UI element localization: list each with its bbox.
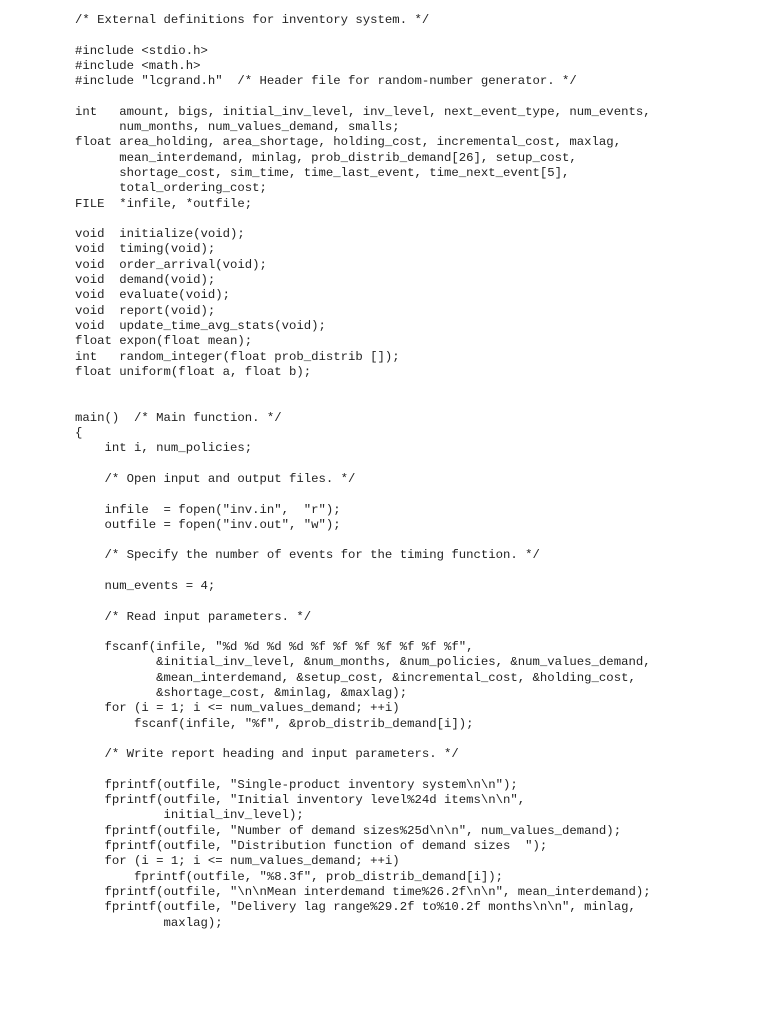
code-line (75, 89, 755, 104)
code-line (75, 732, 755, 747)
code-line (75, 763, 755, 778)
code-line: float uniform(float a, float b); (75, 364, 312, 379)
code-line: for (i = 1; i <= num_values_demand; ++i) (75, 701, 400, 716)
code-line: num_months, num_values_demand, smalls; (75, 120, 400, 135)
code-line (75, 564, 755, 579)
code-line: void update_time_avg_stats(void); (75, 318, 326, 333)
code-line: /* Specify the number of events for the timing function. */ (75, 548, 540, 563)
code-line: main() /* Main function. */ (75, 410, 282, 425)
code-line (75, 533, 755, 548)
code-line: &mean_interdemand, &setup_cost, &incremental_cost, &holding_cost, (75, 670, 636, 685)
code-line: num_events = 4; (75, 578, 216, 593)
code-line (75, 625, 755, 640)
code-line (75, 457, 755, 472)
code-line: fprintf(outfile, "Distribution function of demand sizes "); (75, 839, 548, 854)
code-line (75, 212, 755, 227)
code-line: outfile = fopen("inv.out", "w"); (75, 517, 341, 532)
code-line: int amount, bigs, initial_inv_level, inv_level, next_event_type, num_events, (75, 104, 651, 119)
code-line: void initialize(void); (75, 227, 245, 242)
code-line: float expon(float mean); (75, 334, 253, 349)
code-line: /* Open input and output files. */ (75, 471, 356, 486)
code-line: maxlag); (75, 915, 223, 930)
code-line: fscanf(infile, "%d %d %d %d %f %f %f %f %f %f %f", (75, 640, 474, 655)
code-line: void demand(void); (75, 273, 216, 288)
code-line: #include "lcgrand.h" /* Header file for random-number generator. */ (75, 74, 577, 89)
code-line: /* Read input parameters. */ (75, 609, 312, 624)
code-line (75, 28, 755, 43)
code-line: fprintf(outfile, "%8.3f", prob_distrib_demand[i]); (75, 869, 504, 884)
code-line: &shortage_cost, &minlag, &maxlag); (75, 686, 408, 701)
code-line: fprintf(outfile, "Single-product inventory system\n\n"); (75, 777, 518, 792)
code-line: { (75, 426, 83, 441)
code-line (75, 380, 755, 395)
code-line: void order_arrival(void); (75, 257, 267, 272)
code-line (75, 487, 755, 502)
code-line: void timing(void); (75, 242, 216, 257)
code-line: FILE *infile, *outfile; (75, 196, 253, 211)
code-line: fprintf(outfile, "Delivery lag range%29.2f to%10.2f months\n\n", minlag, (75, 900, 636, 915)
code-listing (75, 13, 755, 931)
code-line: &initial_inv_level, &num_months, &num_policies, &num_values_demand, (75, 655, 651, 670)
code-line: total_ordering_cost; (75, 181, 267, 196)
code-line: void report(void); (75, 303, 216, 318)
code-line: shortage_cost, sim_time, time_last_event, time_next_event[5], (75, 165, 570, 180)
code-line: fprintf(outfile, "\n\nMean interdemand time%26.2f\n\n", mean_interdemand); (75, 884, 651, 899)
code-line: /* External definitions for inventory system. */ (75, 13, 430, 27)
code-line: int random_integer(float prob_distrib []); (75, 349, 400, 364)
code-line: #include <math.h> (75, 58, 201, 73)
code-line: mean_interdemand, minlag, prob_distrib_demand[26], setup_cost, (75, 150, 577, 165)
code-line (75, 395, 755, 410)
code-line: void evaluate(void); (75, 288, 230, 303)
code-line: fprintf(outfile, "Initial inventory level%24d items\n\n", (75, 793, 526, 808)
code-line: int i, num_policies; (75, 441, 253, 456)
code-line: for (i = 1; i <= num_values_demand; ++i) (75, 854, 400, 869)
code-line: /* Write report heading and input parameters. */ (75, 747, 459, 762)
code-line: fscanf(infile, "%f", &prob_distrib_demand[i]); (75, 716, 474, 731)
code-line: fprintf(outfile, "Number of demand sizes%25d\n\n", num_values_demand); (75, 823, 622, 838)
code-line: #include <stdio.h> (75, 43, 208, 58)
code-line (75, 594, 755, 609)
code-line: initial_inv_level); (75, 808, 304, 823)
code-line: float area_holding, area_shortage, holding_cost, incremental_cost, maxlag, (75, 135, 622, 150)
code-line: infile = fopen("inv.in", "r"); (75, 502, 341, 517)
